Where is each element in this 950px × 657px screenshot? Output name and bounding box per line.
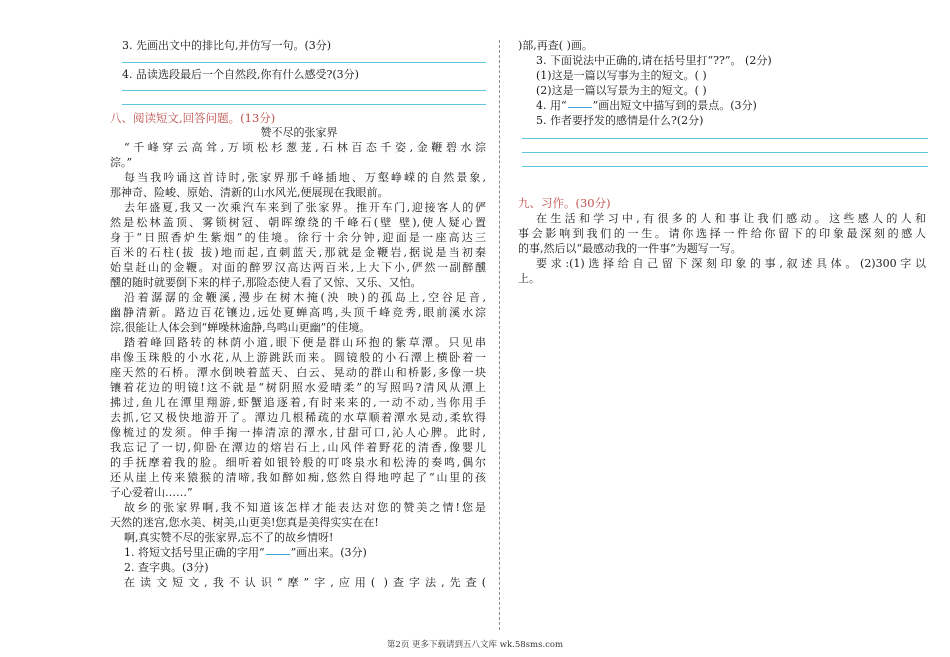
- section-8-title: 八、阅读短文,回答问题。(13分): [110, 111, 276, 125]
- underline-sample: [266, 546, 290, 555]
- passage-line: 沿着潺潺的金鞭溪,漫步在树木掩(泱 映)的孤岛上,空谷足音,: [124, 291, 486, 304]
- sub-question-2-text: 在读文短文,我不认识“摩”字,应用( )查字法,先查(: [124, 576, 486, 589]
- sub-question-5: 5. 作者要抒发的感情是什么?(2分): [536, 114, 704, 127]
- sub-question-1: 1. 将短文括号里正确的字用“ ”画出来。(3分): [124, 546, 367, 559]
- passage-line: 醺的随时就要倒下来的样子,那险态使人看了又惊、又乐、又怕。: [110, 276, 422, 289]
- sub-question-2: 2. 查字典。(3分): [124, 561, 209, 574]
- sub-question-3-option-2: (2)这是一篇以写景为主的短文。( ): [536, 84, 707, 97]
- passage-line: 踏着峰回路转的林荫小道,眼下便是群山环抱的紫草潭。只见串: [124, 336, 486, 349]
- passage-line: 像梳过的发须。伸手掬一捧清凉的潭水,甘甜可口,沁人心脾。此时,: [110, 426, 486, 439]
- question-3: 3. 先画出文中的排比句,并仿写一句。(3分): [122, 39, 332, 52]
- passage-line: 拂过,鱼儿在潭里翔游,虾蟹追逐着,有时来来的,一动不动,当你用手: [110, 396, 486, 409]
- passage-line: 淙。”: [110, 156, 133, 169]
- passage-line: 幽静清新。路边百花镶边,远处夏蝉高鸣,头顶千峰竞秀,眼前溪水淙: [110, 306, 486, 319]
- essay-prompt-line: 事会影响到我们的一生。请你选择一件给你留下的印象最深刻的感人: [518, 227, 926, 240]
- sub-question-4: 4. 用“ ”画出短文中描写到的景点。(3分): [536, 99, 757, 112]
- passage-line: 去抓,它又极快地游开了。潭边几根稀疏的水草顺着潭水晃动,柔软得: [110, 411, 486, 424]
- page-footer: 第2页 更多下载请到五八文库 wk.58sms.com: [386, 640, 564, 650]
- passage-title: 赞不尽的张家界: [260, 126, 338, 139]
- sub-question-3: 3. 下面说法中正确的,请在括号里打“??”。 (2分): [536, 54, 772, 67]
- passage-line: 串像玉珠般的小水花,从上游跳跃而来。圆镜般的小石潭上横卧着一: [110, 351, 486, 364]
- passage-line: 天然的迷宫,您水美、树美,山更美!您真是美得实实在在!: [110, 516, 379, 529]
- answer-line: [522, 166, 928, 167]
- passage-line: 去年盛夏,我又一次乘汽车来到了张家界。推开车门,迎接客人的俨: [124, 201, 486, 214]
- passage-line: 始皇赶山的金鞭。对面的醉罗汉高达两百米,上大下小,俨然一副醉醺: [110, 261, 486, 274]
- passage-line: 座天然的石桥。潭水倒映着蓝天、白云、晃动的群山和桥影,多像一块: [110, 366, 486, 379]
- passage-line: “千峰穿云高耸,万顷松杉葱茏,石林百态千姿,金鞭碧水淙: [124, 141, 486, 154]
- answer-line: [522, 152, 928, 153]
- passage-line: 镶着花边的明镜!这不就是“树阴照水爱晴柔”的写照吗?清风从潭上: [110, 381, 486, 394]
- sub-question-3-option-1: (1)这是一篇以写事为主的短文。( ): [536, 69, 707, 82]
- essay-requirements: 上。: [518, 272, 540, 285]
- passage-line: 每当我吟诵这首诗时,张家界那千峰插地、万壑峥嵘的自然景象,: [124, 171, 486, 184]
- answer-line: [122, 104, 486, 105]
- essay-prompt-line: 在生活和学习中,有很多的人和事让我们感动。这些感人的人和: [536, 212, 926, 225]
- essay-requirements: 要求:(1)选择给自己留下深刻印象的事,叙述具体。(2)300字以: [536, 257, 926, 270]
- section-9-title: 九、习作。(30分): [518, 196, 611, 210]
- passage-line: 淙,很能让人体会到“蝉噪林逾静,鸟鸣山更幽”的佳境。: [110, 321, 371, 334]
- passage-line: 啊,真实赞不尽的张家界,忘不了的故乡情呀!: [124, 531, 334, 544]
- passage-line: 故乡的张家界啊,我不知道该怎样才能表达对您的赞美之情!您是: [124, 501, 486, 514]
- passage-line: 子心爱着山……”: [110, 486, 193, 499]
- answer-line: [122, 62, 486, 63]
- answer-line: [522, 138, 928, 139]
- essay-prompt-line: 的事,然后以“最感动我的一件事”为题写一写。: [518, 242, 742, 255]
- column-divider: [499, 40, 500, 630]
- passage-line: 那神奇、险峻、原始、清新的山水风光,便展现在我眼前。: [110, 186, 389, 199]
- question-4: 4. 品读选段最后一个自然段,你有什么感受?(3分): [122, 68, 359, 81]
- sub-question-2-continued: )部,再查( )画。: [518, 39, 593, 52]
- passage-line: 然是松林盖顶、雾锁树冠、朝晖缭绕的千峰石(壁 壁),使人疑心置: [110, 216, 486, 229]
- passage-line: 的手抚摩着我的脸。细听着如银铃般的叮咚泉水和松涛的奏鸣,偶尔: [110, 456, 486, 469]
- underline-sample: [568, 99, 592, 108]
- passage-line: 还从崖上传来猿猴的清啼,我如醉如痴,悠然自得地哼起了“山里的孩: [110, 471, 486, 484]
- passage-line: 身于“日照香炉生紫烟”的佳境。徐行十余分钟,迎面是一座高达三: [110, 231, 486, 244]
- answer-line: [122, 90, 486, 91]
- passage-line: 百米的石柱(拔 拔)地而起,直刺蓝天,那就是金鞭岩,据说是当初秦: [110, 246, 486, 259]
- passage-line: 我忘记了一切,仰卧在潭边的熔岩石上,山风伴着野花的清香,像婴儿: [110, 441, 486, 454]
